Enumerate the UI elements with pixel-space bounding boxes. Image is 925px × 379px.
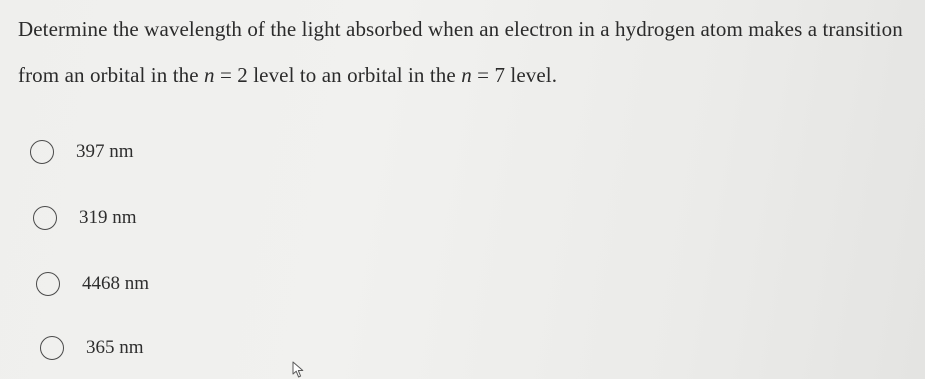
answer-option-label: 4468 nm [82, 273, 150, 294]
answer-option[interactable] [36, 272, 149, 296]
answer-option-label: 319 nm [79, 207, 137, 228]
initial-level-value: = 2 [214, 63, 248, 87]
answer-option-label: 365 nm [86, 337, 144, 358]
radio-button[interactable] [30, 140, 54, 164]
answer-option[interactable] [40, 336, 144, 360]
radio-button[interactable] [40, 336, 64, 360]
variable-n-final: n [461, 63, 472, 87]
radio-button[interactable] [33, 206, 57, 230]
radio-button[interactable] [36, 272, 60, 296]
question-part-3: level. [505, 63, 558, 87]
answer-option-label: 397 nm [76, 141, 134, 162]
question-part-2: level to an orbital in the [247, 63, 462, 87]
final-level-value: = 7 [471, 63, 506, 87]
mouse-pointer-icon [292, 361, 306, 379]
answer-option[interactable] [30, 140, 134, 164]
question-part-1: Determine the wavelength of the light absorbed when an electron in a hydrogen atom makes a transition from an orbital in the [18, 17, 903, 87]
variable-n-initial: n [204, 63, 215, 87]
answer-option[interactable] [33, 206, 137, 230]
